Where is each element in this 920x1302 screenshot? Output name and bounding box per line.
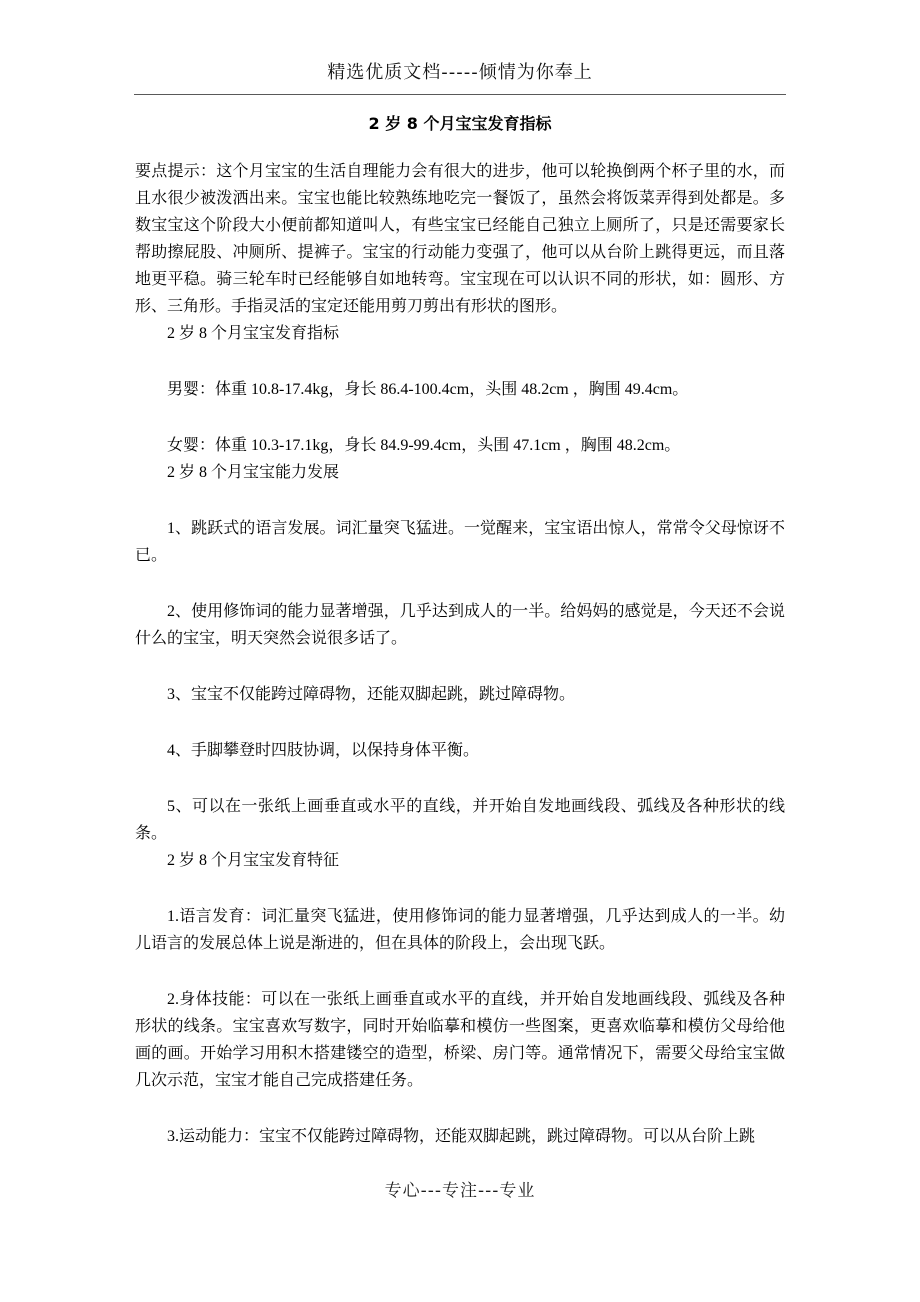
paragraph: 3.运动能力：宝宝不仅能跨过障碍物，还能双脚起跳，跳过障碍物。可以从台阶上跳 <box>167 1128 756 1145</box>
paragraph: 女婴：体重 10.3-17.1kg，身长 84.9-99.4cm，头围 47.1cm ，胸围 48.2cm。 <box>167 437 681 454</box>
paragraph: 2 岁 8 个月宝宝发育特征 <box>167 852 340 869</box>
paragraph: 1.语言发育：词汇量突飞猛进，使用修饰词的能力显著增强，几乎达到成人的一半。幼儿语言的发展总体上说是渐进的，但在具体的阶段上，会出现飞跃。 <box>135 908 785 952</box>
paragraph: 3、宝宝不仅能跨过障碍物，还能双脚起跳，跳过障碍物。 <box>167 686 576 703</box>
document-content <box>135 110 785 1150</box>
paragraph: 5、可以在一张纸上画垂直或水平的直线，并开始自发地画线段、弧线及各种形状的线条。 <box>135 798 785 842</box>
header-text: 精选优质文档-----倾情为你奉上 <box>134 58 786 95</box>
paragraph: 2 岁 8 个月宝宝发育指标 <box>167 325 340 342</box>
paragraph: 要点提示：这个月宝宝的生活自理能力会有很大的进步，他可以轮换倒两个杯子里的水，而且水很少被泼洒出来。宝宝也能比较熟练地吃完一餐饭了，虽然会将饭菜弄得到处都是。多数宝宝这个阶段大小便前都知道叫人，有些宝宝已经能自己独立上厕所了，只是还需要家长帮助擦屁股、冲厕所、提裤子。宝宝的行动能力变强了，他可以从台阶上跳得更远，而且落地更平稳。骑三轮车时已经能够自如地转弯。宝宝现在可以认识不同的形状，如：圆形、方形、三角形。手指灵活的宝定还能用剪刀剪出有形状的图形。 <box>135 163 785 315</box>
page-header <box>134 58 786 95</box>
paragraph: 2、使用修饰词的能力显著增强，几乎达到成人的一半。给妈妈的感觉是，今天还不会说什么的宝宝，明天突然会说很多话了。 <box>135 603 785 647</box>
paragraph: 1、跳跃式的语言发展。词汇量突飞猛进。一觉醒来，宝宝语出惊人，常常令父母惊讶不已。 <box>135 520 785 564</box>
paragraph: 4、手脚攀登时四肢协调，以保持身体平衡。 <box>167 742 480 759</box>
document-title: 2 岁 8 个月宝宝发育指标 <box>368 114 552 133</box>
paragraph: 2 岁 8 个月宝宝能力发展 <box>167 464 340 481</box>
page-footer: 专心---专注---专业 <box>384 1181 536 1201</box>
paragraph: 男婴：体重 10.8-17.4kg，身长 86.4-100.4cm，头围 48.2cm ，胸围 49.4cm。 <box>167 381 689 398</box>
paragraph: 2.身体技能：可以在一张纸上画垂直或水平的直线，并开始自发地画线段、弧线及各种形状的线条。宝宝喜欢写数字，同时开始临摹和模仿一些图案，更喜欢临摹和模仿父母给他画的画。开始学习用积木搭建镂空的造型，桥梁、房门等。通常情况下，需要父母给宝宝做几次示范，宝宝才能自己完成搭建任务。 <box>135 991 785 1089</box>
document-body <box>135 158 785 1150</box>
